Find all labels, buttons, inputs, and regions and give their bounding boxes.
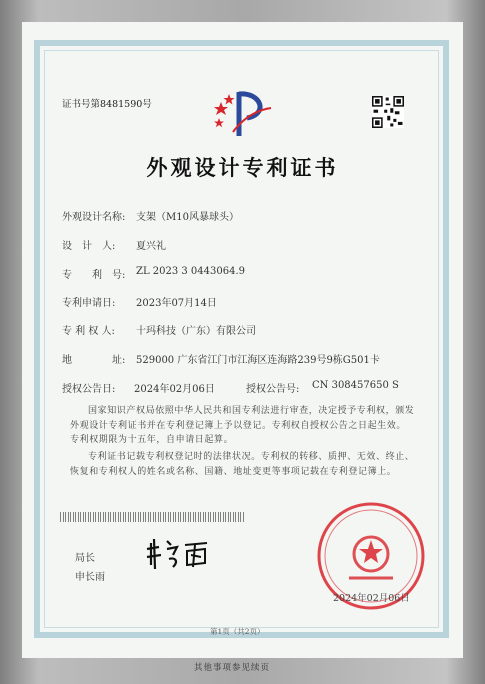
handwritten-signature: [145, 535, 255, 571]
grant-number-label: 授权公告号:: [246, 384, 300, 395]
field-value-application-date: 2023年07月14日: [136, 298, 217, 309]
legal-status-paragraph: 专利证书记载专利权登记时的法律状况。专利权的转移、质押、无效、终止、恢复和专利权人的姓名或名称、国籍、地址变更等事项记载在专利登记簿上。: [70, 452, 415, 477]
field-value-patent-number: ZL 2023 3 0443064.9: [136, 266, 246, 277]
certificate-title: 外观设计专利证书: [146, 155, 339, 180]
field-value-design-name: 支架（M10风暴球头）: [136, 212, 239, 223]
footer-note: 其他事项参见续页: [194, 663, 271, 673]
field-label-patentee: 专 利 权 人:: [62, 326, 115, 337]
field-value-patentee: 十玛科技（广东）有限公司: [136, 326, 256, 337]
seal-date: 2024年02月06日: [333, 593, 410, 604]
field-label-application-date: 专利申请日:: [62, 298, 116, 309]
grant-date-label: 授权公告日:: [62, 384, 116, 395]
field-value-address: 529000 广东省江门市江海区连海路239号9栋G501卡: [136, 355, 380, 366]
grant-statement-paragraph: 国家知识产权局依照中华人民共和国专利法进行审查，决定授予专利权，颁发外观设计专利证书并在专利登记簿上予以登记。专利权自授权公告之日起生效。专利权期限为十五年，自申请日起算。: [70, 406, 415, 445]
page-number: 第1页（共2页）: [210, 627, 265, 636]
qr-code-icon: [372, 96, 404, 128]
certificate-number: 证书号第8481590号: [62, 99, 152, 110]
grant-date-value: 2024年02月06日: [134, 384, 215, 395]
grant-number-value: CN 308457650 S: [312, 380, 399, 391]
barcode-strip: [60, 512, 245, 522]
field-label-address: 地 址:: [62, 355, 126, 366]
signatory-name: 申长雨: [75, 572, 105, 583]
field-label-designer: 设 计 人:: [62, 241, 116, 252]
field-value-designer: 夏兴礼: [136, 241, 166, 252]
field-label-design-name: 外观设计名称:: [62, 212, 126, 223]
signatory-title: 局长: [75, 553, 95, 564]
cnipa-logo-icon: [213, 88, 273, 140]
field-label-patent-number: 专 利 号:: [62, 270, 126, 281]
